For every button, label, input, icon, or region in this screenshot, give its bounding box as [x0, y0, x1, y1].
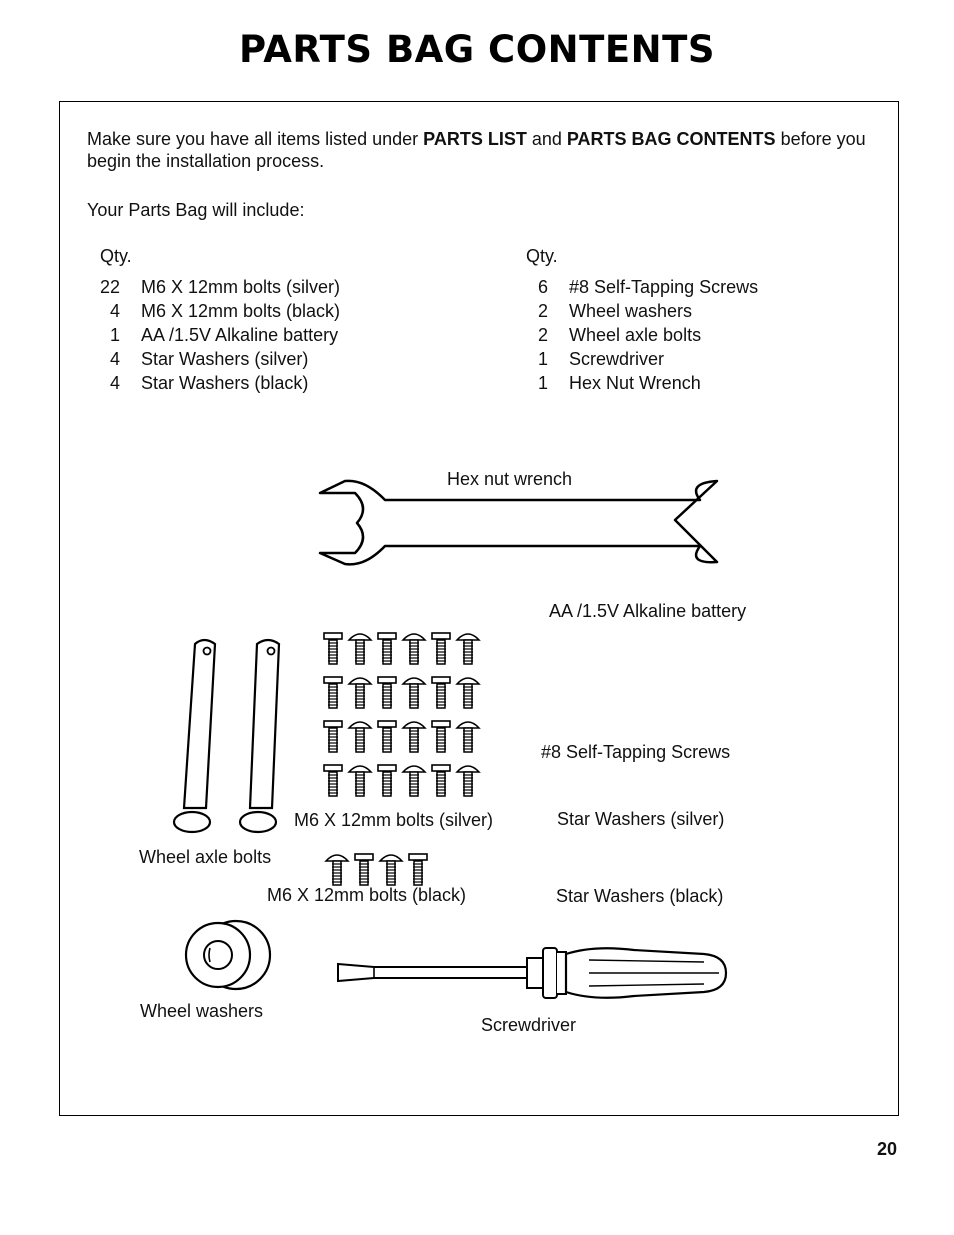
hex-wrench-label: Hex nut wrench [447, 469, 573, 489]
bolt-icon [403, 722, 425, 752]
bolts-black-label: M6 X 12mm bolts (black) [267, 885, 467, 905]
bolt-icon [432, 765, 450, 796]
star-washers-black-label: Star Washers (black) [556, 886, 724, 906]
battery-label: AA /1.5V Alkaline battery [549, 601, 747, 621]
bolt-icon [432, 677, 450, 708]
qty-header-left: Qty. [100, 246, 132, 266]
bolt-icon [349, 678, 371, 708]
parts-bag-intro: Your Parts Bag will include: [87, 200, 305, 220]
screwdriver-icon [334, 942, 729, 1004]
hex-wrench-icon [315, 478, 723, 568]
bolt-icon [403, 678, 425, 708]
screws-label: #8 Self-Tapping Screws [541, 742, 731, 762]
axle-bolt-icon [170, 636, 285, 836]
screwdriver-label: Screwdriver [481, 1015, 577, 1035]
bolt-icon [432, 633, 450, 664]
intro-paragraph: Make sure you have all items listed under PARTS LIST and PARTS BAG CONTENTS before you begin the installation process. [87, 129, 866, 171]
qty-header-right: Qty. [526, 246, 558, 266]
bolt-icon [378, 633, 396, 664]
page-title: PARTS BAG CONTENTS [239, 28, 715, 71]
bolt-icon [403, 634, 425, 664]
bolts-silver-label: M6 X 12mm bolts (silver) [294, 810, 494, 830]
bolt-icon [322, 629, 492, 809]
bolt-icon [378, 677, 396, 708]
bolt-icon [355, 854, 373, 885]
washer-icon [184, 920, 274, 992]
bolt-icon [378, 721, 396, 752]
page-number: 20 [876, 1139, 897, 1159]
bolt-icon [324, 721, 342, 752]
bolt-icon [457, 766, 479, 796]
bolt-icon [380, 855, 402, 885]
bolt-icon [324, 765, 342, 796]
bolt-icon [432, 721, 450, 752]
bolt-icon [457, 634, 479, 664]
bolt-icon [409, 854, 427, 885]
bolt-icon [457, 722, 479, 752]
bolt-icon [324, 677, 342, 708]
bolt-icon [349, 634, 371, 664]
bolt-icon [326, 850, 441, 890]
star-washers-silver-label: Star Washers (silver) [557, 809, 725, 829]
bolt-icon [378, 765, 396, 796]
bolt-icon [349, 722, 371, 752]
bolt-icon [326, 855, 348, 885]
bolt-icon [403, 766, 425, 796]
bolt-icon [324, 633, 342, 664]
bolt-icon [349, 766, 371, 796]
axle-bolts-label: Wheel axle bolts [139, 847, 272, 867]
bolt-icon [457, 678, 479, 708]
wheel-washers-label: Wheel washers [140, 1001, 264, 1021]
